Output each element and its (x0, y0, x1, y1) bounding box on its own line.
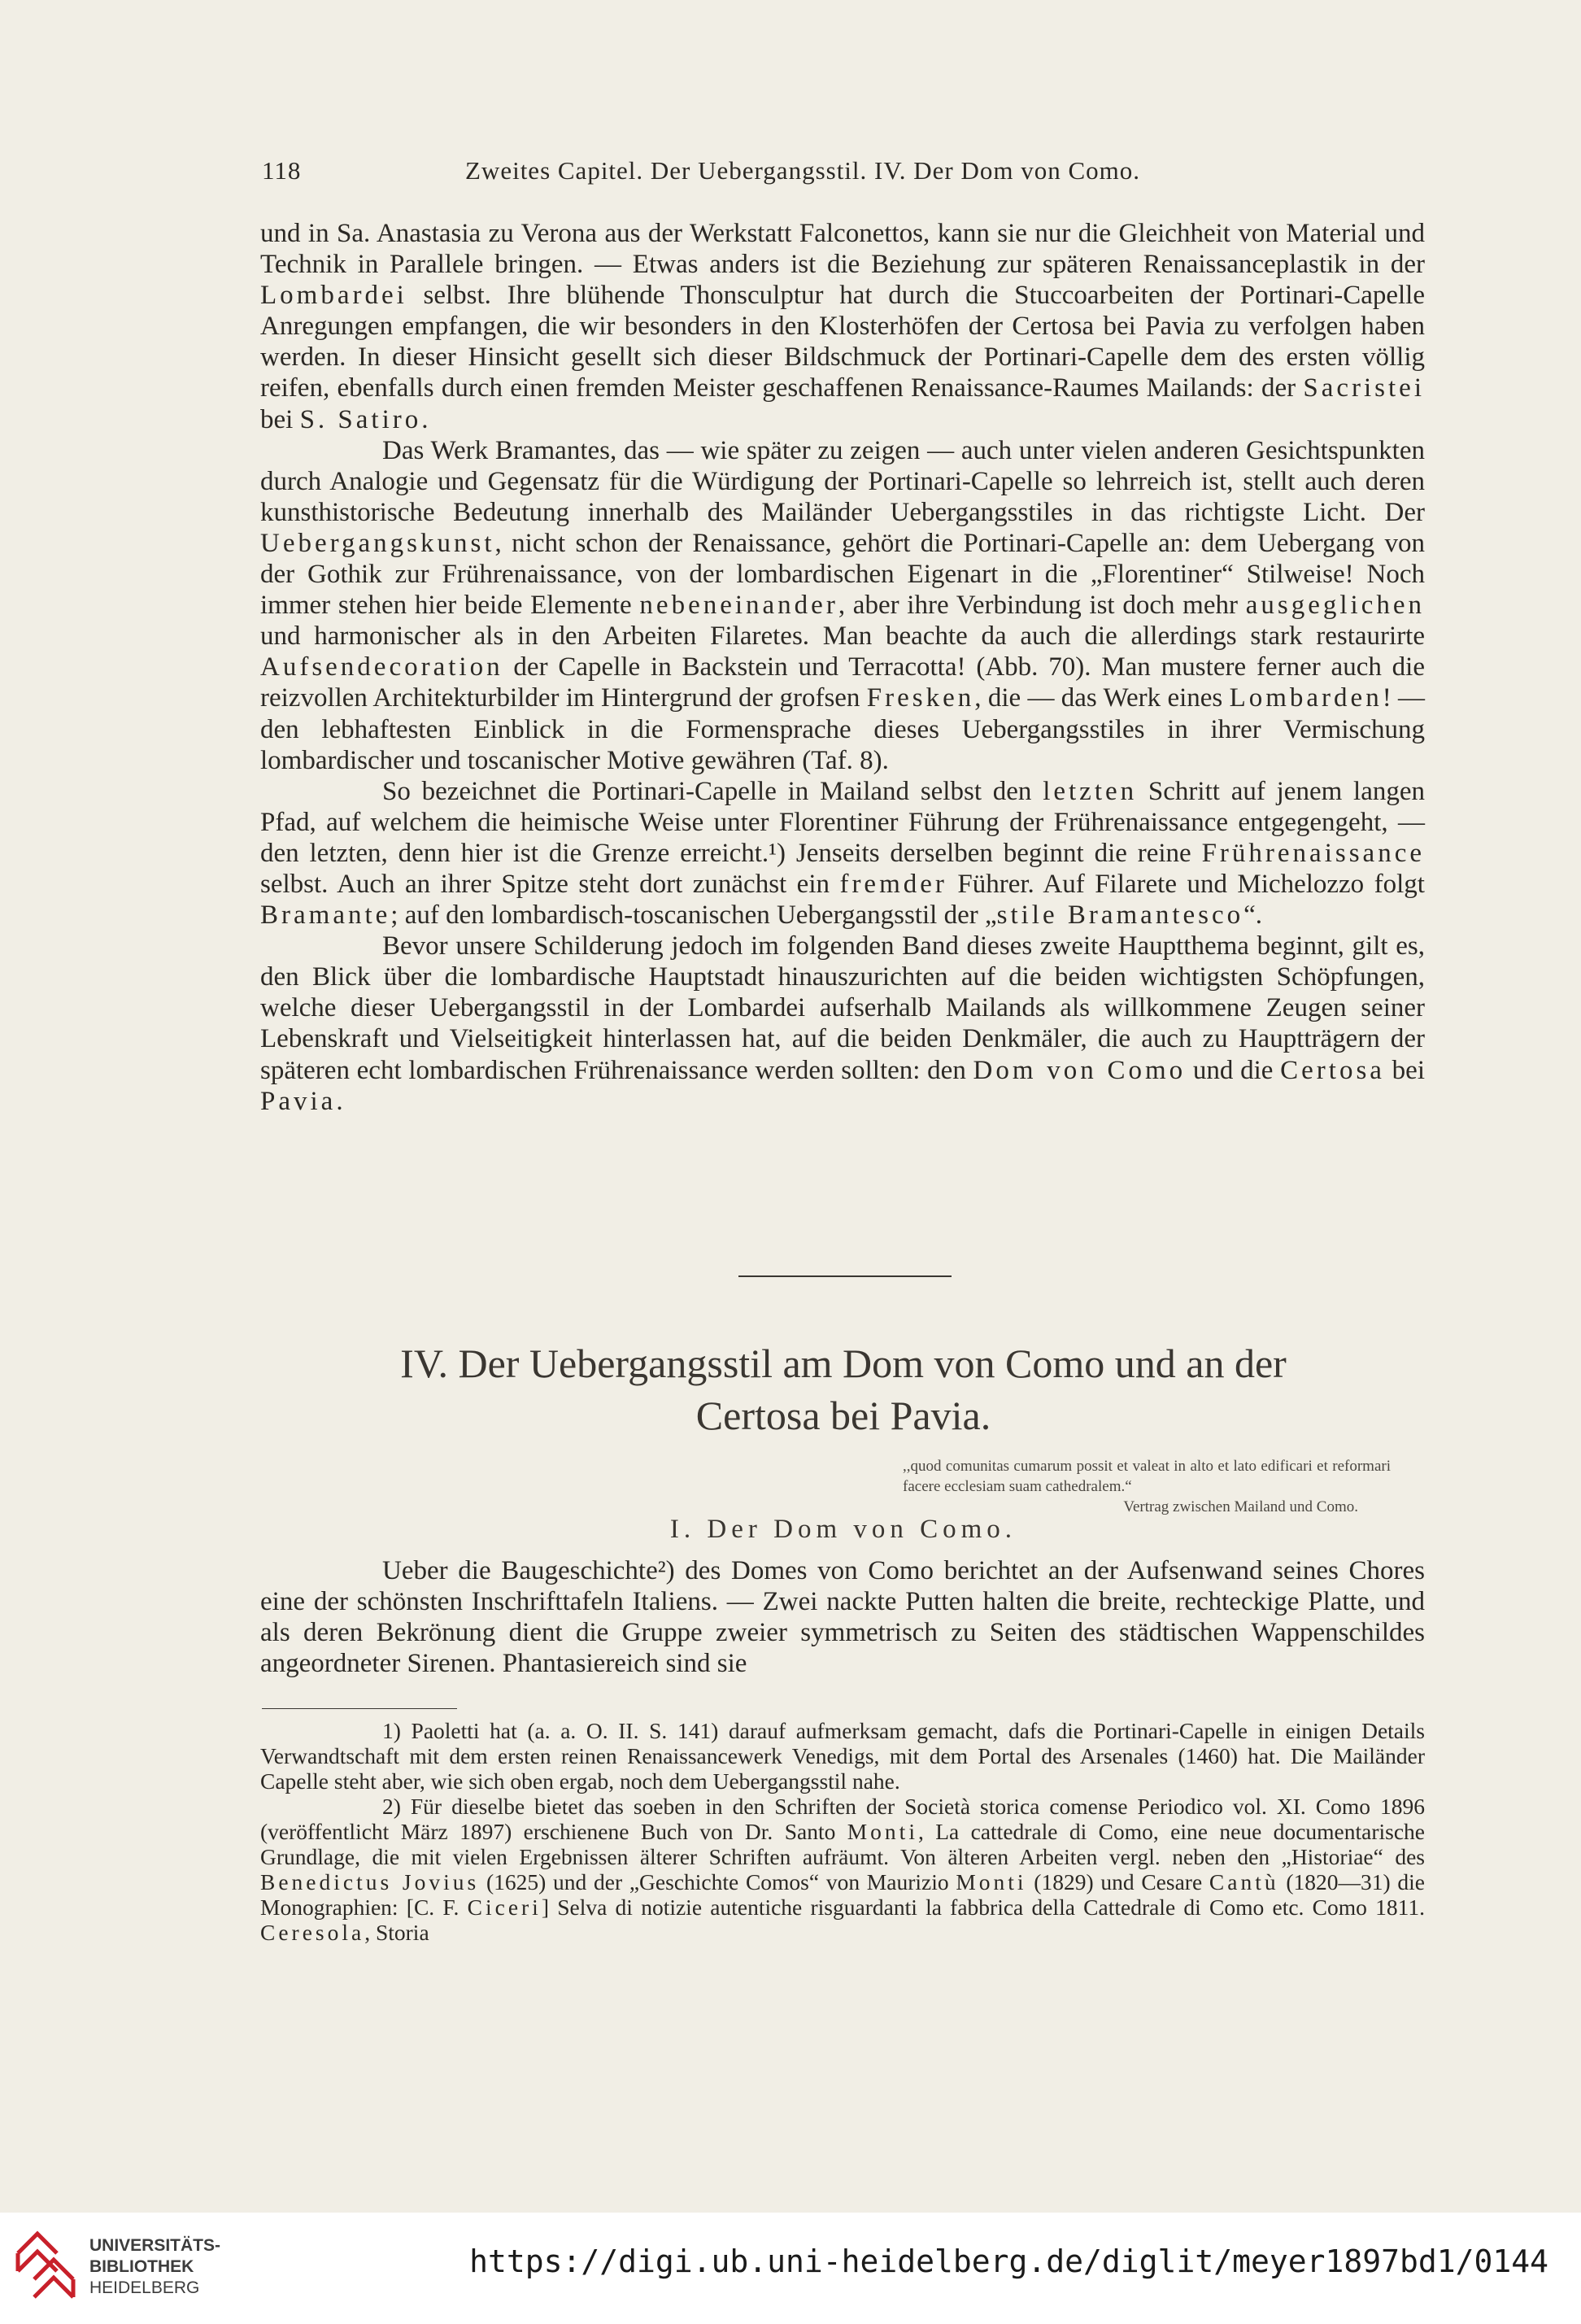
library-name-line-3: HEIDELBERG (89, 2278, 200, 2297)
text-run: Schritt auf jenem langen Pfad, auf welchem die heimische Weise unter Florentiner Führung der Frührenaissance entgegengeht, — den letzten, denn hier ist die Grenze erreicht.¹) Jenseits derselben beginnt die reine (260, 776, 1425, 868)
spaced-emphasis: ausgeglichen (1245, 591, 1425, 621)
spaced-emphasis: Pavia (260, 1086, 337, 1116)
spaced-emphasis: Monti (847, 1819, 918, 1844)
permalink-url[interactable]: https://digi.ub.uni-heidelberg.de/diglit/meyer1897bd1/0144 (469, 2243, 1548, 2279)
running-title: Zweites Capitel. Der Uebergangsstil. IV. Der Dom von Como. (465, 156, 1141, 185)
spaced-emphasis: Certosa (1280, 1055, 1385, 1085)
paragraph-4 (260, 931, 1425, 1117)
text-run: So bezeichnet die Portinari-Capelle in Mailand selbst den (382, 776, 1043, 806)
main-text (260, 218, 1425, 1117)
text-run: bei (1384, 1055, 1425, 1085)
footnotes (260, 1718, 1425, 1945)
spaced-emphasis: nebeneinander (639, 591, 838, 621)
text-run: , die — das Werk eines (974, 683, 1230, 713)
text-run: , La cattedrale di Como, eine neue documentarische Grundlage, die mit vielen Ergebnissen älterer Schriften aufräumt. Von älteren Arbeiten vergl. neben den „Historiae“ des (260, 1819, 1425, 1869)
paragraph-1 (260, 218, 1425, 435)
library-name-line-1: UNIVERSITÄTS- (89, 2236, 221, 2255)
section-divider (738, 1275, 952, 1277)
library-name-line-2: BIBLIOTHEK (89, 2257, 194, 2276)
paragraph-2 (260, 435, 1425, 776)
spaced-emphasis: stile Bramantesco (996, 900, 1244, 931)
spaced-emphasis: Sacristei (1303, 373, 1425, 403)
text-run: ; auf den lombardisch-toscanischen Uebergangsstil der „ (390, 900, 997, 931)
text-run: Bevor unsere Schilderung jedoch im folgenden Band dieses zweite Hauptthema beginnt, gilt es, den Blick über die lombardische Hauptstadt hinauszurichten auf die beiden wichtigsten Schöpfungen, welche dieser Uebergangsstil in der Lombardei aufserhalb Mailands als willkommene Zeugen seiner Lebenskraft und Vielseitigkeit hinterlassen hat, auf die beiden Denkmäler, die auch zu Hauptträgern der späteren echt lombardischen Frührenaissance werden sollten: den (260, 931, 1425, 1085)
footer-bar (0, 2213, 1581, 2324)
text-run: ] Selva di notizie autentiche risguardanti la fabbrica della Cattedrale di Como etc. Como 1811. (541, 1895, 1425, 1920)
spaced-emphasis: Ceresola (260, 1920, 365, 1945)
section-text (260, 1555, 1425, 1679)
text-run: und in Sa. Anastasia zu Verona aus der Werkstatt Falconettos, kann sie nur die Gleichheit von Material und Technik in Parallele bringen. — Etwas anders ist die Beziehung zur späteren Renaissanceplastik in der (260, 219, 1425, 280)
epigraph-quote: ,,quod comunitas cumarum possit et valeat in alto et lato edificari et reformari facere ecclesiam suam cathedralem.“ (903, 1458, 1391, 1495)
text-run: , Storia (364, 1920, 429, 1945)
spaced-emphasis: Monti (956, 1869, 1027, 1895)
paragraph-3 (260, 776, 1425, 931)
library-name (89, 2235, 220, 2299)
spaced-emphasis: Cantù (1209, 1869, 1279, 1895)
spaced-emphasis: Aufsendecoration (260, 652, 503, 682)
text-run: bei (260, 404, 300, 434)
spaced-emphasis: Lombardei (260, 281, 407, 311)
text-run: (1829) und Cesare (1026, 1869, 1209, 1895)
page-number: 118 (262, 156, 302, 185)
spaced-emphasis: fremder (839, 869, 947, 899)
spaced-emphasis: Dom von Como (973, 1055, 1187, 1085)
text-run: ! — den lebhaftesten Einblick in die Formensprache dieses Uebergangsstiles in ihrer Vermischung lombardischer und toscanischer Motive gewähren (Taf. 8). (260, 683, 1425, 775)
text-run: und die (1186, 1055, 1281, 1085)
text-run: und harmonischer als in den Arbeiten Filaretes. Man beachte da auch die allerdings stark restaurirte (260, 621, 1425, 652)
paragraph-5 (260, 1555, 1425, 1679)
text-run: selbst. Ihre blühende Thonsculptur hat durch die Stuccoarbeiten der Portinari-Capelle Anregungen empfangen, die wir besonders in den Klosterhöfen der Certosa bei Pavia zu verfolgen haben werden. In dieser Hinsicht gesellt sich dieser Bildschmuck der Portinari-Capelle dem des ersten völlig reifen, ebenfalls durch einen fremden Meister geschaffenen Renaissance-Raumes Mailands: der (260, 281, 1425, 403)
footnote-2 (260, 1794, 1425, 1945)
subsection-heading: I. Der Dom von Como. (669, 1515, 1017, 1544)
spaced-emphasis: Frührenaissance (1201, 838, 1425, 868)
epigraph-source: Vertrag zwischen Mailand und Como. (1123, 1498, 1358, 1515)
spaced-emphasis: Lombarden (1229, 683, 1383, 713)
epigraph (903, 1456, 1391, 1517)
text-run: Führer. Auf Filarete und Michelozzo folgt (947, 869, 1425, 899)
section-heading-line-2: Certosa bei Pavia. (695, 1393, 991, 1438)
spaced-emphasis: Benedictus Jovius (260, 1869, 480, 1895)
section-heading (262, 1337, 1425, 1441)
text-run: Das Werk Bramantes, das — wie später zu zeigen — auch unter vielen anderen Gesichtspunkten durch Analogie und Gegensatz für die Würdigung der Portinari-Capelle so lehrreich ist, stellt auch deren kunsthistorische Bedeutung innerhalb des Mailänder Uebergangsstiles in das richtigste Licht. Der (260, 435, 1425, 527)
text-run: 2) Für dieselbe bietet das soeben in den Schriften der Società storica comense Periodico vol. XI. Como 1896 (veröffentlicht März 1897) erschienene Buch von Dr. Santo (260, 1794, 1425, 1844)
text-run: selbst. Auch an ihrer Spitze steht dort zunächst ein (260, 869, 840, 899)
text-run: der Capelle in Backstein und Terracotta! (Abb. 70). Man mustere ferner auch die reizvollen Architekturbilder im Hintergrund der grofsen (260, 652, 1425, 713)
spaced-emphasis: Ciceri (467, 1895, 542, 1920)
spaced-emphasis: Bramante (260, 900, 391, 931)
text-run: , nicht schon der Renaissance, gehört die Portinari-Capelle an: dem Uebergang von der Gothik zur Frührenaissance, von der lombardischen Eigenart in die „Florentiner“ Stilweise! Noch immer stehen hier beide Elemente (260, 528, 1425, 621)
spaced-emphasis: letzten (1043, 776, 1138, 806)
footnote-rule (262, 1708, 457, 1709)
text-run: , aber ihre Verbindung ist doch mehr (838, 591, 1246, 621)
running-header (262, 156, 1425, 197)
text-run: (1625) und der „Geschichte Comos“ von Maurizio (479, 1869, 956, 1895)
footnote-1 (260, 1718, 1425, 1794)
text-run: . (336, 1086, 343, 1116)
text-run: 1) Paoletti hat (a. a. O. II. S. 141) darauf aufmerksam gemacht, dafs die Portinari-Capelle in einigen Details Verwandtschaft mit dem ersten reinen Renaissancewerk Venedigs, mit dem Portal des Arsenales (1460) hat. Die Mailänder Capelle steht aber, wie sich oben ergab, noch dem Uebergangsstil nahe. (260, 1718, 1425, 1794)
spaced-emphasis: Fresken (866, 683, 975, 713)
spaced-emphasis: S. Satiro (299, 404, 422, 434)
heidelberg-library-logo-icon[interactable] (13, 2229, 78, 2304)
text-run: Ueber die Baugeschichte²) des Domes von Como berichtet an der Aufsenwand seines Chores eine der schönsten Inschrifttafeln Italiens. — Zwei nackte Putten halten die breite, rechteckige Platte, und als deren Bekrönung dient die Gruppe zweier symmetrisch zu Seiten des städtischen Wappenschildes angeordneter Sirenen. Phantasiereich sind sie (260, 1556, 1425, 1679)
spaced-emphasis: Uebergangskunst (260, 528, 495, 558)
text-run: (1820—31) die Monographien: [C. F. (260, 1869, 1425, 1920)
section-heading-line-1: IV. Der Uebergangsstil am Dom von Como und an der (400, 1341, 1287, 1386)
text-run: “. (1243, 900, 1263, 931)
text-run: . (421, 404, 429, 434)
